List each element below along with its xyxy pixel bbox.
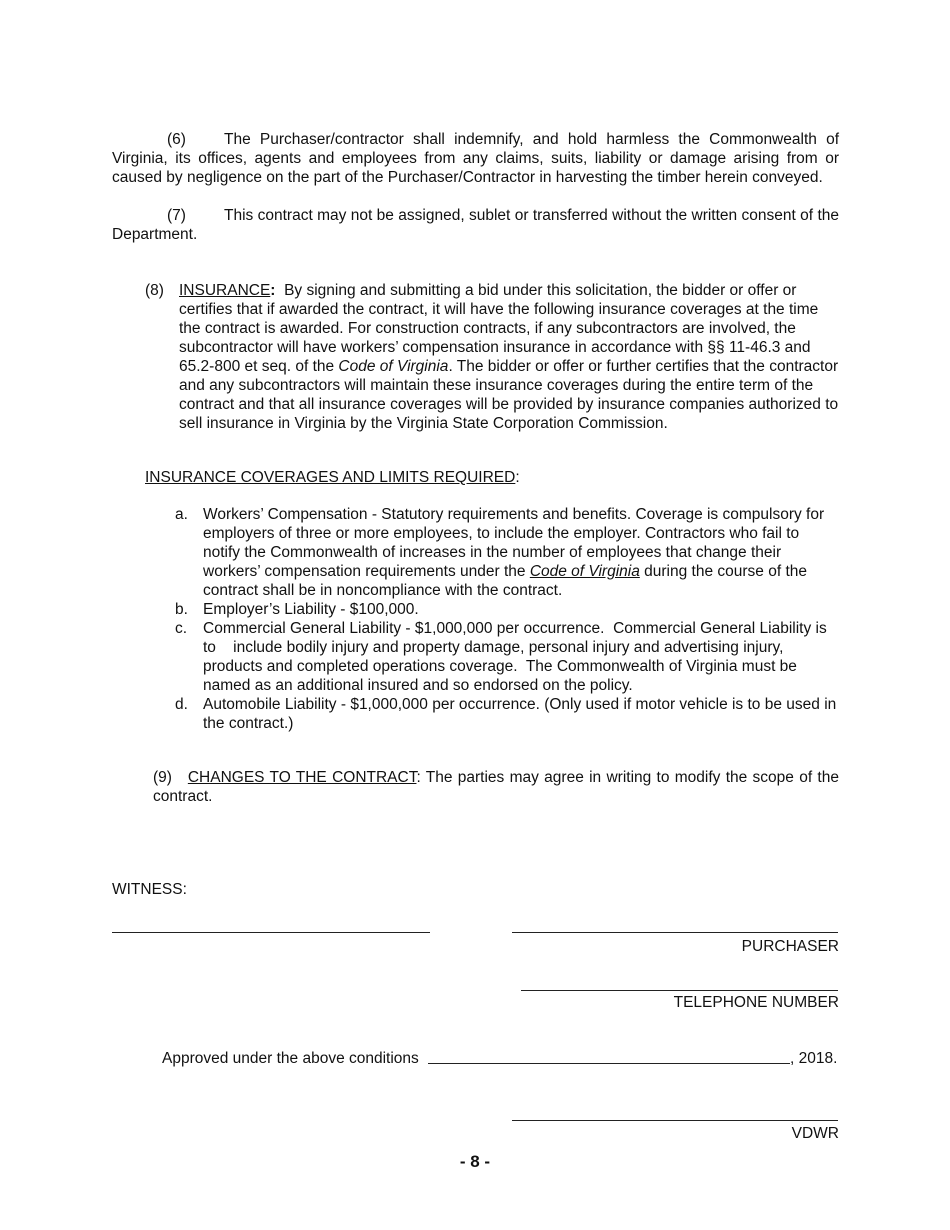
changes-heading: CHANGES TO THE CONTRACT bbox=[187, 769, 417, 786]
list-item-letter: b. bbox=[175, 601, 188, 618]
list-item bbox=[175, 505, 839, 600]
telephone-line[interactable] bbox=[521, 990, 838, 991]
list-item-letter: a. bbox=[175, 506, 188, 523]
approval-year: , 2018. bbox=[790, 1050, 838, 1067]
list-item-text: Automobile Liability - $1,000,000 per occurrence. (Only used if motor vehicle is to be used in the contract.) bbox=[203, 696, 837, 732]
paragraph-6-number: (6) bbox=[167, 131, 186, 148]
paragraph-7-text: This contract may not be assigned, sublet or transferred without the written consent of the Department. bbox=[112, 207, 839, 243]
changes-number: (9) bbox=[153, 769, 172, 786]
coverages-heading: INSURANCE COVERAGES AND LIMITS REQUIRED bbox=[145, 469, 516, 486]
list-item-text-after: during the course of the contract shall be in noncompliance with the contract. bbox=[203, 563, 807, 599]
changes-section bbox=[153, 768, 839, 806]
list-item-letter: d. bbox=[175, 696, 188, 713]
list-item bbox=[175, 695, 839, 733]
paragraph-6-text: The Purchaser/contractor shall indemnify, and hold harmless the Commonwealth of Virginia, its offices, agents and employees from any claims, suits, liability or damage arising from or caused by negligence on the part of the Purchaser/Contractor in harvesting the timber herein conveyed. bbox=[112, 131, 839, 186]
insurance-text-before: By signing and submitting a bid under this solicitation, the bidder or offer or certifies that if awarded the contract, it will have the following insurance coverages at the time the contract is awarded. For construction contracts, if any subcontractors are involved, the subcontractor will have workers’ compensation insurance in accordance with §§ 11-46.3 and 65.2-800 et seq. of the bbox=[179, 282, 819, 375]
telephone-label: TELEPHONE NUMBER bbox=[673, 994, 839, 1011]
insurance-section bbox=[145, 281, 839, 433]
purchaser-signature-line[interactable] bbox=[512, 932, 838, 933]
changes-text: : The parties may agree in writing to modify the scope of the contract. bbox=[153, 769, 839, 805]
insurance-number: (8) bbox=[145, 282, 164, 299]
coverages-heading-colon: : bbox=[515, 469, 520, 486]
list-item bbox=[175, 619, 839, 695]
vdwr-signature-line[interactable] bbox=[512, 1120, 838, 1121]
paragraph-6 bbox=[112, 130, 839, 187]
list-item-code-ref: Code of Virginia bbox=[529, 563, 640, 580]
list-item-text: Commercial General Liability - $1,000,000 per occurrence. Commercial General Liability is to include bodily injury and property damage, personal injury and advertising injury, products and completed operations coverage. The Commonwealth of Virginia must be named as an additional insured and so endorsed on the policy. bbox=[203, 620, 832, 694]
witness-label: WITNESS: bbox=[112, 881, 187, 898]
insurance-colon: : bbox=[270, 282, 276, 299]
paragraph-7 bbox=[112, 206, 839, 244]
purchaser-label: PURCHASER bbox=[741, 938, 839, 955]
list-item-text: Employer’s Liability - $100,000. bbox=[203, 601, 419, 618]
approval-date-line[interactable] bbox=[428, 1063, 790, 1064]
paragraph-7-number: (7) bbox=[167, 207, 186, 224]
insurance-heading: INSURANCE bbox=[179, 282, 271, 299]
page-number: - 8 - bbox=[459, 1152, 491, 1171]
coverages-heading-line bbox=[145, 468, 520, 487]
list-item-letter: c. bbox=[175, 620, 188, 637]
vdwr-label: VDWR bbox=[791, 1125, 839, 1142]
insurance-text-after: . The bidder or offer or further certifies that the contractor and any subcontractors will maintain these insurance coverages during the entire term of the contract and that all insurance coverages will be provided by insurance companies authorized to sell insurance in Virginia by the Virginia State Corporation Commission. bbox=[179, 358, 839, 432]
insurance-code-ref: Code of Virginia bbox=[338, 358, 449, 375]
approved-label: Approved under the above conditions bbox=[162, 1050, 419, 1067]
coverages-list bbox=[175, 505, 839, 733]
witness-signature-line[interactable] bbox=[112, 932, 430, 933]
list-item-text-before: Workers’ Compensation - Statutory requirements and benefits. Coverage is compulsory for employers of three or more employees, to include the employer. Contractors who fail to notify the Commonwealth of increases in the number of employees that change their workers’ compensation requirements under the bbox=[203, 506, 825, 580]
list-item bbox=[175, 600, 839, 619]
